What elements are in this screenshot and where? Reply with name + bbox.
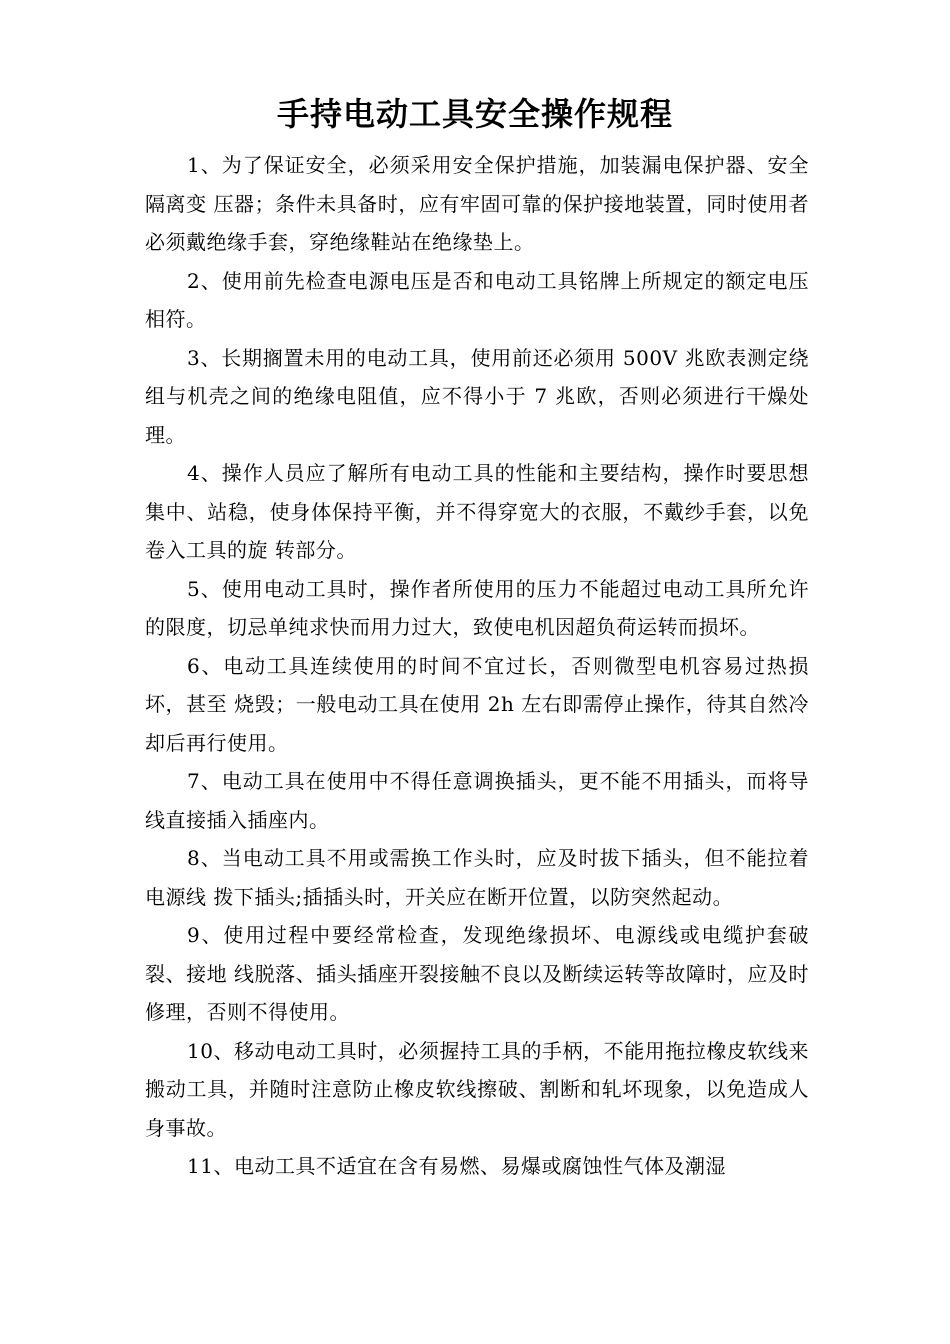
paragraph-4: 4、操作人员应了解所有电动工具的性能和主要结构，操作时要思想集中、站稳，使身体保持平衡，并不得穿宽大的衣服，不戴纱手套，以免卷入工具的旋 转部分。 [145, 461, 809, 562]
paragraph-11: 11、电动工具不适宜在含有易燃、易爆或腐蚀性气体及潮湿 [187, 1154, 726, 1178]
paragraph-6: 6、电动工具连续使用的时间不宜过长，否则微型电机容易过热损坏，甚至 烧毁；一般电动工具在使用 2h 左右即需停止操作，待其自然冷却后再行使用。 [145, 653, 809, 755]
paragraph-7: 7、电动工具在使用中不得任意调换插头，更不能不用插头，而将导线直接插入插座内。 [145, 769, 809, 832]
paragraph-9: 9、使用过程中要经常检查，发现绝缘损坏、电源线或电缆护套破裂、接地 线脱落、插头插座开裂接触不良以及断续运转等故障时，应及时修理，否则不得使用。 [145, 923, 809, 1024]
paragraph-3: 3、长期搁置未用的电动工具，使用前还必须用 500V 兆欧表测定绕组与机壳之间的绝缘电阻值，应不得小于 7 兆欧，否则必须进行干燥处理。 [145, 345, 809, 447]
document-body [145, 146, 809, 1186]
paragraph-5: 5、使用电动工具时，操作者所使用的压力不能超过电动工具所允许的限度，切忌单纯求快而用力过大，致使电机因超负荷运转而损坏。 [145, 576, 809, 639]
paragraph-1: 1、为了保证安全，必须采用安全保护措施，加装漏电保护器、安全隔离变 压器；条件未具备时，应有牢固可靠的保护接地装置，同时使用者必须戴绝缘手套，穿绝缘鞋站在绝缘垫上。 [145, 153, 809, 254]
paragraph-8: 8、当电动工具不用或需换工作头时，应及时拔下插头，但不能拉着电源线 拨下插头;插插头时，开关应在断开位置，以防突然起动。 [145, 846, 809, 909]
paragraph-2: 2、使用前先检查电源电压是否和电动工具铭牌上所规定的额定电压相符。 [145, 268, 809, 331]
paragraph-10: 10、移动电动工具时，必须握持工具的手柄，不能用拖拉橡皮软线来搬动工具，并随时注意防止橡皮软线擦破、割断和轧坏现象，以免造成人身事故。 [145, 1038, 809, 1140]
page-title: 手持电动工具安全操作规程 [276, 95, 673, 133]
